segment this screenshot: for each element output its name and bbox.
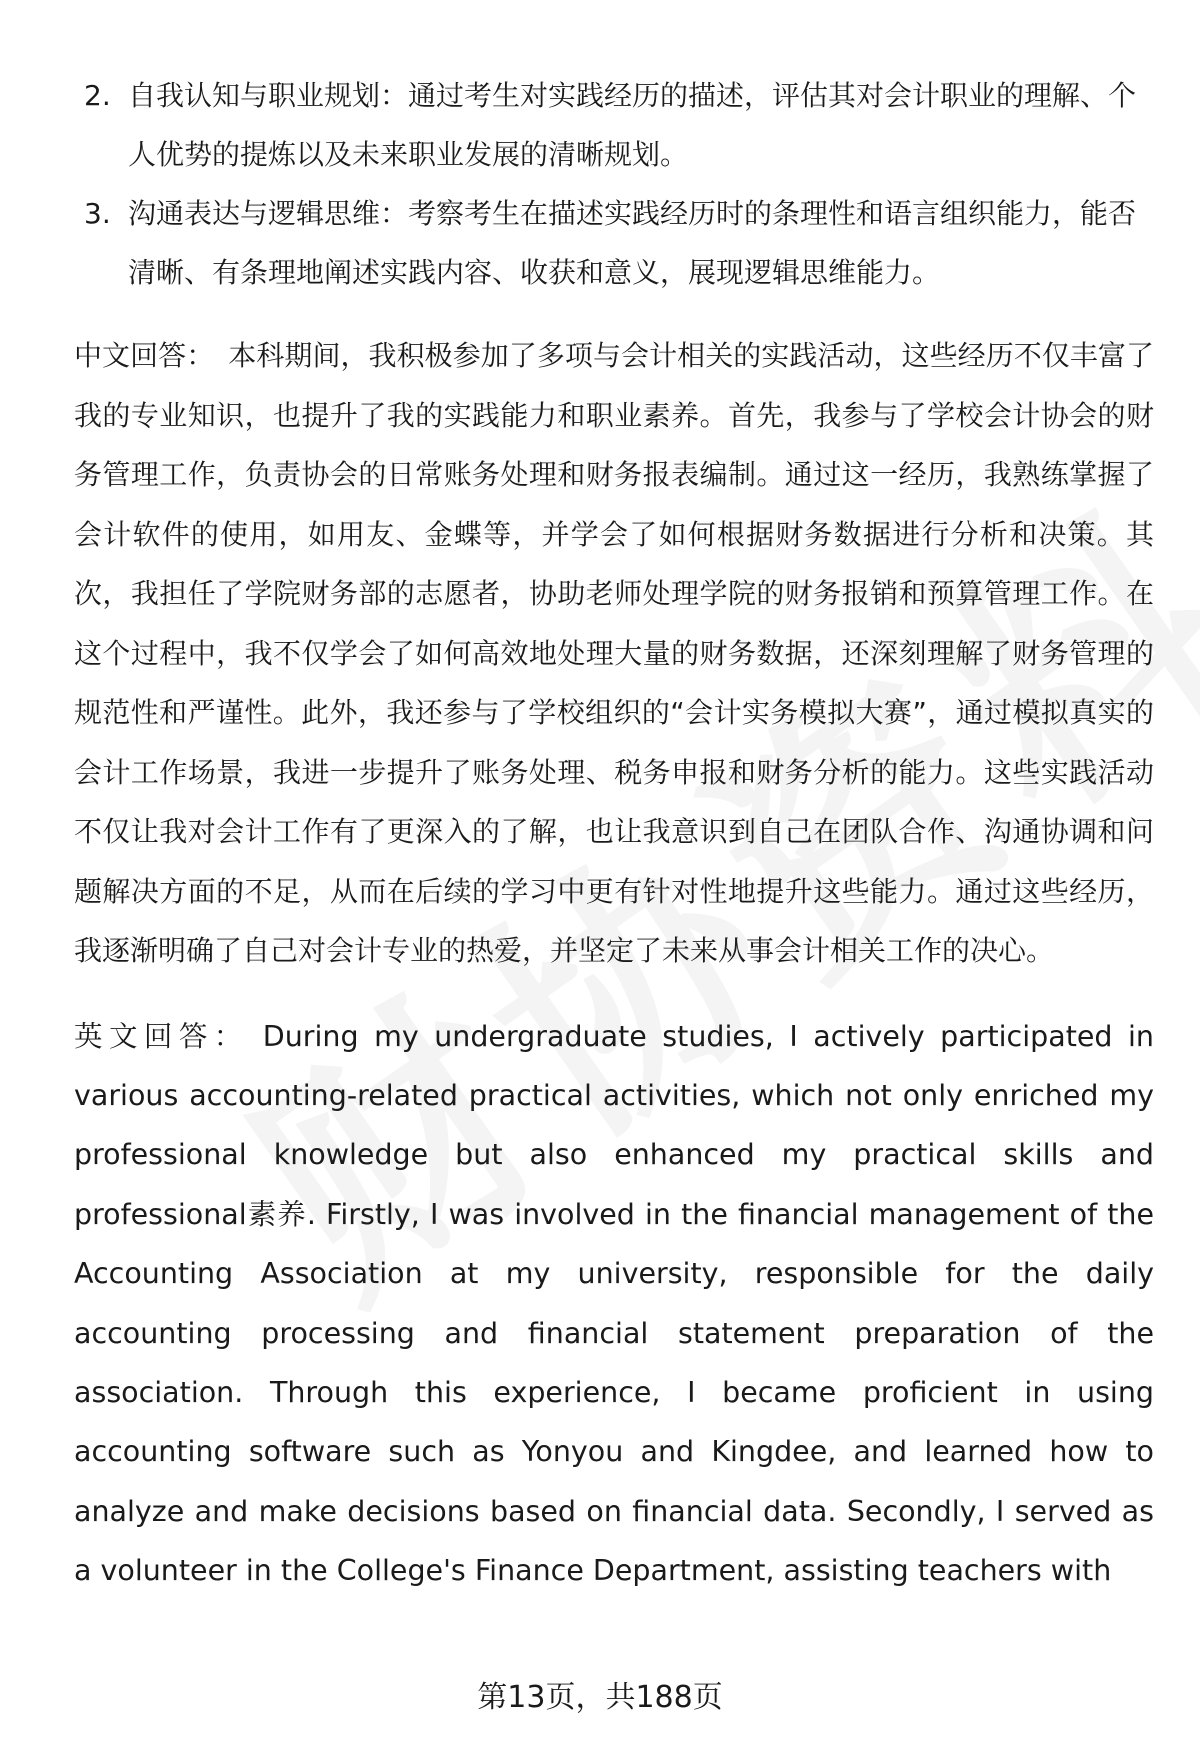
list-item xyxy=(74,184,1154,302)
chinese-answer-paragraph xyxy=(74,326,1154,981)
list-item-number: 3. xyxy=(84,197,111,230)
chinese-answer-text: 本科期间，我积极参加了多项与会计相关的实践活动，这些经历不仅丰富了我的专业知识，也提升了我的实践能力和职业素养。首先，我参与了学校会计协会的财务管理工作，负责协会的日常账务处理和财务报表编制。通过这一经历，我熟练掌握了会计软件的使用，如用友、金蝶等，并学会了如何根据财务数据进行分析和决策。其次，我担任了学院财务部的志愿者，协助老师处理学院的财务报销和预算管理工作。在这个过程中，我不仅学会了如何高效地处理大量的财务数据，还深刻理解了财务管理的规范性和严谨性。此外，我还参与了学校组织的“会计实务模拟大赛”，通过模拟真实的会计工作场景，我进一步提升了账务处理、税务申报和财务分析的能力。这些实践活动不仅让我对会计工作有了更深入的了解，也让我意识到自己在团队合作、沟通协调和问题解决方面的不足，从而在后续的学习中更有针对性地提升这些能力。通过这些经历，我逐渐明确了自己对会计专业的热爱，并坚定了未来从事会计相关工作的决心。 xyxy=(74,339,1154,967)
list-item xyxy=(74,66,1154,184)
chinese-answer-label: 中文回答： xyxy=(74,339,215,372)
english-answer-label: 英文回答： xyxy=(74,1019,249,1053)
list-item-text: 沟通表达与逻辑思维：考察考生在描述实践经历时的条理性和语言组织能力，能否清晰、有条理地阐述实践内容、收获和意义，展现逻辑思维能力。 xyxy=(128,197,1137,289)
english-answer-text: During my undergraduate studies, I actively participated in various accounting-related practical activities, which not only enriched my professional knowledge but also enhanced my practical skills and professional素养. Firstly, I was involved in the financial management of the Accounting Association at my university, responsible for the daily accounting processing and financial statement preparation of the association. Through this experience, I became proficient in using accounting software such as Yonyou and Kingdee, and learned how to analyze and make decisions based on financial data. Secondly, I served as a volunteer in the College's Finance Department, assisting teachers with xyxy=(74,1019,1154,1588)
document-content xyxy=(74,66,1154,1601)
page-footer: 第13页，共188页 xyxy=(477,1680,723,1715)
list-item-text: 自我认知与职业规划：通过考生对实践经历的描述，评估其对会计职业的理解、个人优势的提炼以及未来职业发展的清晰规划。 xyxy=(128,79,1137,171)
english-answer-paragraph xyxy=(74,1007,1154,1601)
list-item-number: 2. xyxy=(84,79,111,112)
criteria-list xyxy=(74,66,1154,302)
